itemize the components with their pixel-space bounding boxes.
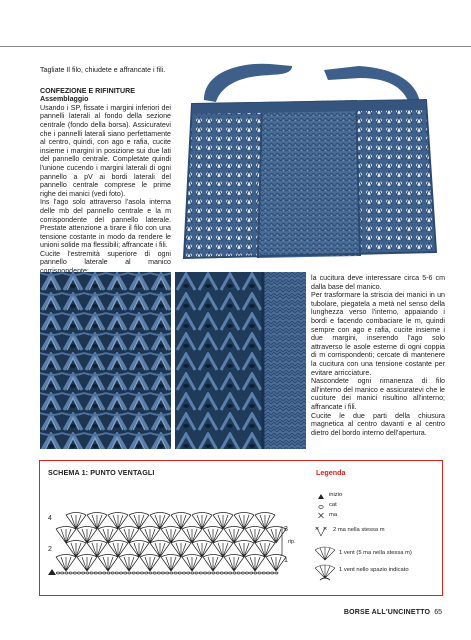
chain-stitch	[229, 572, 232, 574]
fan-stitch	[203, 527, 223, 530]
fan-stitch	[140, 527, 160, 530]
fan-stitch	[108, 513, 128, 516]
chain-stitch	[69, 572, 72, 574]
paragraph: Cucite l'estremità superiore di ogni pannello laterale al manico	[40, 249, 171, 267]
fan-stitch	[77, 555, 97, 558]
fan-stitch	[245, 555, 265, 558]
chain-stitch	[153, 572, 156, 574]
chain-stitch	[199, 572, 202, 574]
lace-closeup-photo	[40, 272, 171, 449]
chain-stitch	[182, 572, 185, 574]
chain-stitch	[56, 572, 59, 574]
fan-space-icon	[315, 565, 335, 580]
fan-stitch	[98, 557, 118, 571]
fan-stitch	[182, 555, 202, 558]
fan-stitch	[234, 513, 254, 516]
triangle-icon	[318, 494, 324, 499]
chain-stitch	[94, 572, 97, 574]
page-footer	[344, 609, 442, 616]
chain-stitch	[115, 572, 118, 574]
fan-stitch	[266, 555, 286, 558]
seam-closeup-photo	[175, 272, 306, 449]
fan-stitch	[182, 527, 202, 530]
header-rule	[0, 46, 471, 47]
fan-stitch	[255, 513, 275, 516]
fan-stitch	[129, 513, 149, 516]
fan-stitch	[140, 555, 160, 558]
chain-stitch	[254, 572, 257, 574]
chain-stitch	[262, 572, 265, 574]
left-text-column	[40, 66, 171, 276]
fan-stitch	[66, 513, 86, 516]
chain-stitch	[258, 572, 261, 574]
paragraph: Nascondete ogni rimanenza di filo all'interno del manico e assicuratevi che le cuciture dei manici risultino all'interno; affrancate i fili.	[311, 377, 445, 411]
legend-label: 2 ma nella stessa m	[333, 527, 385, 533]
chain-stitch	[271, 572, 274, 574]
legend-label: 1 vent nello spazio indicato	[339, 567, 409, 573]
fan-stitch	[129, 541, 149, 544]
chain-stitch	[61, 572, 64, 574]
schema-title: SCHEMA 1: PUNTO VENTAGLI	[48, 468, 155, 477]
fan-stitch	[234, 541, 254, 544]
fan-stitch	[255, 541, 275, 544]
chain-stitch	[216, 572, 219, 574]
two-sc-same-stitch-icon	[316, 527, 327, 536]
chain-stitch	[275, 572, 278, 574]
chain-stitch	[245, 572, 248, 574]
chain-stitch	[103, 572, 106, 574]
chain-stitch	[195, 572, 198, 574]
chain-stitch	[178, 572, 181, 574]
single-crochet-icon	[319, 513, 324, 518]
fan-stitch	[266, 527, 286, 530]
chain-stitch	[136, 572, 139, 574]
chain-stitch	[98, 572, 101, 574]
chain-stitch	[250, 572, 253, 574]
row-number: 3	[284, 526, 288, 533]
magazine-name: BORSE ALL'UNCINETTO	[343, 609, 431, 616]
legend-label: ma	[329, 512, 338, 518]
fan-stitch	[245, 557, 265, 571]
fan-stitch	[98, 555, 118, 558]
chain-stitch	[191, 572, 194, 574]
fan-stitch	[224, 557, 244, 571]
fan-stitch	[203, 557, 223, 571]
fan-icon	[315, 547, 335, 560]
fan-stitch	[119, 557, 139, 571]
chain-stitch	[77, 572, 80, 574]
legend	[315, 490, 440, 590]
chain-stitch	[166, 572, 169, 574]
fan-stitch	[161, 527, 181, 530]
chain-stitch	[174, 572, 177, 574]
chain-stitch	[65, 572, 68, 574]
chain-stitch	[157, 572, 160, 574]
fan-stitch	[98, 527, 118, 530]
paragraph: Ins l'ago solo attraverso l'asola interna delle mb del pannello centrale e la m corrispondente del pannello laterale. Prestate attenzione a tirare il filo con una tensione costante in modo da rendere le unioni solide ma flessibili; affrancate i fili.	[40, 198, 171, 250]
fan-stitch	[66, 541, 86, 544]
chain-stitch	[128, 572, 131, 574]
chain-stitch	[220, 572, 223, 574]
fan-stitch	[266, 557, 286, 571]
chain-stitch	[140, 572, 143, 574]
chain-stitch	[86, 572, 89, 574]
fan-stitch	[87, 513, 107, 516]
chain-stitch	[149, 572, 152, 574]
fan-stitch	[56, 557, 76, 571]
fan-stitch	[77, 527, 97, 530]
fan-stitch	[150, 541, 170, 544]
paragraph: Usando i SP, fissate i margini inferiori dei pannelli laterali al fondo della sezione centrale (fondo della borsa). Assicuratevi che i pannelli laterali siano perfettamente al centro, quindi, con ago e rafia, cucite insieme i margini in posizione sui due lati del pannello centrale. Completate quindi l'unione cucendo i margini laterali di ogni pannello a pV ai bordi laterali del pannello centrale comprese le prime righe dei manici (vedi foto).	[40, 103, 171, 198]
row-number: 1	[284, 557, 288, 564]
chain-icon	[319, 506, 323, 509]
chain-stitch	[90, 572, 93, 574]
fan-stitch	[192, 541, 212, 544]
bag-photo	[174, 62, 443, 268]
intro-paragraph: Tagliate Il filo, chiudete e affrancate i fili.	[40, 66, 166, 74]
chain-stitch	[73, 572, 76, 574]
chain-stitch	[145, 572, 148, 574]
fan-stitch	[140, 557, 160, 571]
section-subtitle: Assemblaggio	[40, 95, 89, 104]
stitch-diagram	[46, 497, 308, 587]
fan-stitch	[87, 541, 107, 544]
fan-stitch	[77, 557, 97, 571]
repeat-label: rip.	[288, 539, 296, 545]
chain-stitch	[170, 572, 173, 574]
chain-stitch	[203, 572, 206, 574]
chain-stitch	[111, 572, 114, 574]
chain-stitch	[237, 572, 240, 574]
fan-stitch	[150, 513, 170, 516]
chain-stitch	[224, 572, 227, 574]
fan-stitch	[119, 555, 139, 558]
fan-stitch	[213, 541, 233, 544]
page-number: 65	[434, 609, 442, 616]
chain-stitch	[119, 572, 122, 574]
fan-stitch	[56, 527, 76, 530]
fan-stitch	[171, 513, 191, 516]
chain-stitch	[132, 572, 135, 574]
fan-stitch	[192, 513, 212, 516]
fan-stitch	[56, 555, 76, 558]
legend-label: inizio	[329, 492, 343, 498]
fan-stitch	[203, 555, 223, 558]
right-text-column	[311, 274, 445, 437]
legend-label: cat	[329, 502, 337, 508]
chain-stitch	[233, 572, 236, 574]
row-number: 2	[48, 546, 52, 553]
row-number: 4	[48, 515, 52, 522]
legend-title: Legenda	[316, 468, 346, 477]
chain-stitch	[187, 572, 190, 574]
chain-stitch	[161, 572, 164, 574]
fan-stitch	[182, 557, 202, 571]
paragraph: Cucite le due parti della chiusura magnetica al centro davanti e al centro dietro del bordo interno dell'apertura.	[311, 411, 445, 437]
fan-stitch	[119, 527, 139, 530]
fan-stitch	[224, 555, 244, 558]
chain-stitch	[241, 572, 244, 574]
fan-stitch	[171, 541, 191, 544]
chain-stitch	[82, 572, 85, 574]
stitch-schema-box	[39, 460, 443, 596]
section-title: CONFEZIONE E RIFINITURE	[40, 86, 135, 95]
fan-stitch	[161, 555, 181, 558]
fan-stitch	[245, 527, 265, 530]
fan-stitch	[108, 541, 128, 544]
chain-stitch	[208, 572, 211, 574]
fan-stitch	[161, 557, 181, 571]
fan-stitch	[224, 527, 244, 530]
start-marker	[48, 569, 56, 575]
paragraph: Per trasformare la striscia dei manici in un tubolare, piegatela a metà nel senso della lunghezza verso l'interno, appaiando i bordi e facendo combaciare le m, quindi sempre con ago e rafia, cucite insieme i due margini, inserendo l'ago solo attraverso le asole esterne di ogni coppia di m corrispondenti; cercate di mantenere la cucitura con una tensione costante per evitare arricciature.	[311, 291, 445, 377]
chain-stitch	[266, 572, 269, 574]
paragraph: la cucitura deve interessare circa 5-6 cm dalla base del manico.	[311, 274, 445, 291]
chain-stitch	[107, 572, 110, 574]
legend-label: 1 vent (5 ma nella stessa m)	[339, 550, 412, 556]
chain-stitch	[212, 572, 215, 574]
fan-stitch	[213, 513, 233, 516]
chain-stitch	[124, 572, 127, 574]
